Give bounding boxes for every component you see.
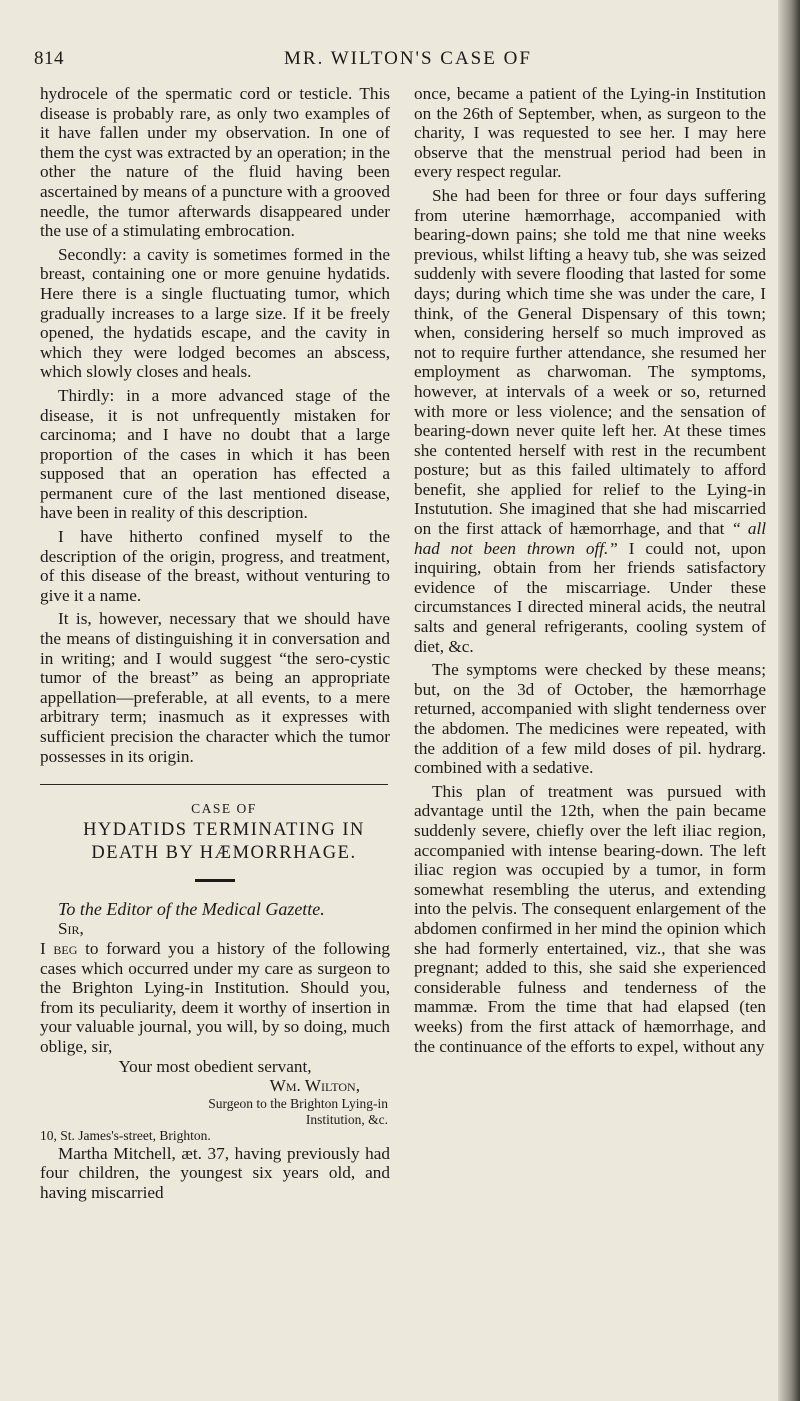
page-number: 814 (34, 48, 64, 69)
letter-body (40, 939, 390, 1057)
paragraph-sero-cystic: It is, however, necessary that we should have the means of distinguishing it in conversation and in writing; and I would suggest “the sero-cystic tumor of the breast” as being an appropriate appellation—preferable, at all events, to a mere arbitrary term; inasmuch as it expresses with sufficient precision the character which the tumor possesses in its origin. (40, 609, 390, 766)
case-title-line-2: DEATH BY HÆMORRHAGE. (91, 842, 357, 863)
paragraph-october: The symptoms were checked by these means; but, on the 3d of October, the hæmorrhage returned, accompanied with slight tenderness over the abdomen. The medicines were repeated, with the addition of a few mild doses of pil. hydrarg. combined with a sedative. (414, 660, 766, 778)
history-text: She had been for three or four days suffering from uterine hæmorrhage, accompanied with bearing-down pains; she told me that nine weeks previous, whilst lifting a heavy tub, she was seized suddenly with severe flooding that lasted for some days; during which time she was under the care, I think, of the General Dispensary of this town; when, considering herself so much improved as not to require further attendance, she resumed her employment as charwoman. The symptoms, however, at intervals of a week or so, returned with more or less violence; and the sensation of bearing-down never quite left her. At these times she contented herself with rest in the recumbent posture; but as this failed ultimately to afford benefit, she applied for relief to the Lying-in Instutution. She imagined that she had miscarried on the first attack of hæmorrhage, and that (414, 185, 766, 539)
quoted-phrase: “ all had not been thrown off.” (414, 519, 766, 558)
paragraph-secondly: Secondly: a cavity is sometimes formed in the breast, containing one or more genuine hydatids. Here there is a single fluctuating tumor, which gradually increases to a large size. If it be freely opened, the hydatids escape, and the cavity in which they were lodged becomes an abscess, which slowly closes and heals. (40, 244, 390, 382)
history-text-end: I could not, upon inquiring, obtain from her friends satisfactory evidence of the miscarriage. Under these circumstances I directed mineral acids, the neutral salts and general refrigerants, cooling system of diet, &c. (414, 538, 766, 656)
to-editor-heading: To the Editor of the Medical Gazette. (58, 898, 325, 919)
paragraph-history (414, 186, 766, 656)
section-divider (40, 784, 388, 785)
letter-closing: Your most obedient servant, (118, 1056, 312, 1076)
paragraph-treatment: This plan of treatment was pursued with advantage until the 12th, when the pain became suddenly severe, chiefly over the left iliac region, accompanied with intense bearing-down. The left iliac region was occupied by a tumor, in form somewhat resembling the uterus, and extending into the pelvis. The consequent enlargement of the abdomen confirmed in her mind the opinion which she had formerly entertained, viz., that she was pregnant; added to this, she said she experienced considerable fulness and tenderness of the mammæ. From the time that had elapsed (ten weeks) from the first attack of hæmorrhage, and the continuance of the efforts to expel, without any (414, 781, 766, 1056)
case-label: CASE OF (191, 801, 257, 817)
case-opening-paragraph: Martha Mitchell, æt. 37, having previously had four children, the youngest six years old, and having miscarried (40, 1143, 390, 1202)
page-header (34, 48, 754, 74)
signature: Wm. Wilton, (269, 1076, 360, 1096)
paragraph-admission: once, became a patient of the Lying-in Institution on the 26th of September, when, as surgeon to the charity, I was requested to see her. I may here observe that the menstrual period had been in every respect regular. (414, 84, 766, 182)
title-divider (195, 879, 235, 882)
case-title-line-1: HYDATIDS TERMINATING IN (83, 819, 365, 840)
right-column (414, 84, 766, 1056)
left-column (40, 84, 390, 1203)
affiliation-line-1: Surgeon to the Brighton Lying-in (208, 1095, 388, 1111)
running-title: MR. WILTON'S CASE OF (284, 48, 532, 69)
salutation: Sir, (58, 919, 84, 939)
affiliation-line-2: Institution, &c. (305, 1111, 388, 1127)
paragraph-naming: I have hitherto confined myself to the description of the origin, progress, and treatment, of this disease of the breast, without venturing to give it a name. (40, 527, 390, 605)
paragraph-thirdly: Thirdly: in a more advanced stage of the disease, it is not unfrequently mistaken for carcinoma; and I have no doubt that a large proportion of the cases in which it has been supposed that an operation has effected a permanent cure of the last mentioned disease, have been in reality of this description. (40, 385, 390, 523)
paragraph-hydrocele: hydrocele of the spermatic cord or testicle. This disease is probably rare, as only two examples of it have fallen under my observation. In one of them the cyst was extracted by an operation; in the other the nature of the fluid having been ascertained by means of a puncture with a grooved needle, the tumor afterwards disappeared under the use of a stimulating embrocation. (40, 84, 390, 241)
letter-opening: I beg (40, 938, 78, 958)
binding-shadow (778, 0, 800, 1401)
address: 10, St. James's-street, Brighton. (40, 1127, 211, 1143)
letter-text: to forward you a history of the following cases which occurred under my care as surgeon to the Brighton Lying-in Institution. Should you, from its peculiarity, deem it worthy of insertion in your valuable journal, you will, by so doing, much oblige, sir, (40, 938, 390, 1056)
